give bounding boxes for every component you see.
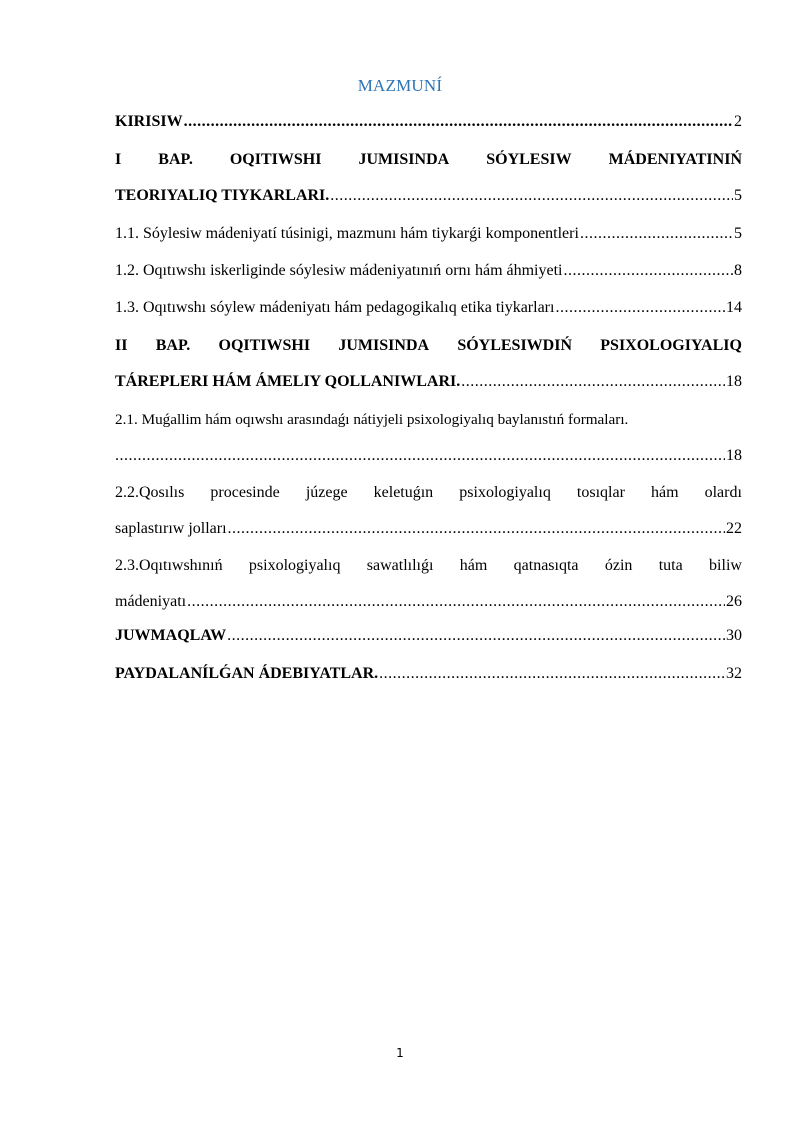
word: psixologiyalıq xyxy=(459,484,551,501)
dot-leader xyxy=(187,592,725,612)
toc-entry-references[interactable] xyxy=(115,664,742,684)
toc-page-number: 26 xyxy=(726,593,742,610)
toc-entry-label-line2: TEORIYALIQ TIYKARLARI. xyxy=(115,187,330,204)
dot-leader xyxy=(564,261,734,281)
word: MÁDENIYATINIŃ xyxy=(608,151,742,168)
word: hám xyxy=(650,484,679,501)
dot-leader xyxy=(330,186,733,206)
toc-entry-section-1-1[interactable] xyxy=(115,224,742,244)
word: hám xyxy=(459,557,488,574)
toc-entry-label: JUWMAQLAW xyxy=(115,627,227,644)
dot-leader xyxy=(580,224,733,244)
word: SÓYLESIWDIŃ xyxy=(457,337,573,354)
dot-leader xyxy=(115,446,725,466)
toc-page-number: 5 xyxy=(734,225,742,242)
toc-entry-label: 2.1. Muǵallim hám oqıwshı arasındaǵı nátiyjeli psixologiyalıq baylanıstıń formaları. xyxy=(115,411,629,428)
toc-entry-label-line2: saplastırıw jolları xyxy=(115,520,227,537)
toc-entry-label-line1 xyxy=(115,336,742,356)
toc-page-number: 18 xyxy=(726,373,742,390)
toc-entry-intro[interactable] xyxy=(115,112,742,132)
toc-page-number: 8 xyxy=(734,262,742,279)
word: 2.2.Qosılıs xyxy=(115,484,185,501)
word: olardı xyxy=(704,484,742,501)
word: JUMISINDA xyxy=(358,151,450,168)
toc-entry-label: 1.2. Oqıtıwshı iskerliginde sóylesiw mádeniyatınıń ornı hám áhmiyeti xyxy=(115,262,563,279)
word: ózin xyxy=(604,557,633,574)
toc-page-number: 14 xyxy=(726,299,742,316)
toc-entry-label-line2: TÁREPLERI HÁM ÁMELIY QOLLANIWLARI. xyxy=(115,373,461,390)
toc-entry-label: 1.3. Oqıtıwshı sóylew mádeniyatı hám pedagogikalıq etika tiykarları xyxy=(115,299,555,316)
word: biliw xyxy=(709,557,742,574)
word: procesinde xyxy=(210,484,280,501)
word: keletuǵın xyxy=(373,484,434,501)
word: BAP. xyxy=(155,337,191,354)
toc-entry-section-2-3[interactable] xyxy=(115,556,742,612)
toc-entry-section-2-2[interactable] xyxy=(115,483,742,539)
toc-page-number: 22 xyxy=(726,520,742,537)
dot-leader xyxy=(227,626,725,646)
toc-entry-label-line1 xyxy=(115,150,742,170)
word: II xyxy=(115,337,128,354)
word: júzege xyxy=(305,484,348,501)
toc-page-number: 2 xyxy=(734,113,742,130)
toc-entry-label-line1 xyxy=(115,556,742,576)
word: BAP. xyxy=(158,151,193,168)
page-number-footer: 1 xyxy=(396,1046,404,1060)
word: SÓYLESIW xyxy=(486,151,572,168)
toc-page-number: 18 xyxy=(726,447,742,464)
word: PSIXOLOGIYALIQ xyxy=(600,337,742,354)
toc-entry-label: KIRISIW xyxy=(115,113,183,130)
toc-page-number: 30 xyxy=(726,627,742,644)
toc-entry-label: PAYDALANÍLǴAN ÁDEBIYATLAR. xyxy=(115,665,379,682)
word: JUMISINDA xyxy=(338,337,430,354)
dot-leader xyxy=(461,372,725,392)
toc-entry-label: 1.1. Sóylesiw mádeniyatí túsinigi, mazmunı hám tiykarǵi komponentleri xyxy=(115,225,579,242)
toc-page-number: 32 xyxy=(726,665,742,682)
toc-title: MAZMUNÍ xyxy=(357,76,443,95)
word: psixologiyalıq xyxy=(248,557,341,574)
toc-page-number: 5 xyxy=(734,187,742,204)
dot-leader xyxy=(184,112,733,132)
toc-entry-label-line1 xyxy=(115,483,742,503)
word: tosıqlar xyxy=(576,484,625,501)
toc-entry-section-1-3[interactable] xyxy=(115,298,742,318)
dot-leader xyxy=(555,298,725,318)
toc-entry-section-2-1[interactable] xyxy=(115,410,742,466)
word: OQITIWSHI xyxy=(218,337,311,354)
toc-entry-chapter-1[interactable] xyxy=(115,150,742,206)
toc-entry-section-1-2[interactable] xyxy=(115,261,742,281)
toc-entry-label-line2: mádeniyatı xyxy=(115,593,187,610)
word: 2.3.Oqıtıwshınıń xyxy=(115,557,223,574)
dot-leader xyxy=(379,664,725,684)
word: sawatlılıǵı xyxy=(366,557,434,574)
word: I xyxy=(115,151,122,168)
word: qatnasıqta xyxy=(513,557,579,574)
word: tuta xyxy=(658,557,683,574)
toc-entry-chapter-2[interactable] xyxy=(115,336,742,392)
toc-entry-conclusion[interactable] xyxy=(115,626,742,646)
word: OQITIWSHI xyxy=(229,151,322,168)
dot-leader xyxy=(228,519,725,539)
